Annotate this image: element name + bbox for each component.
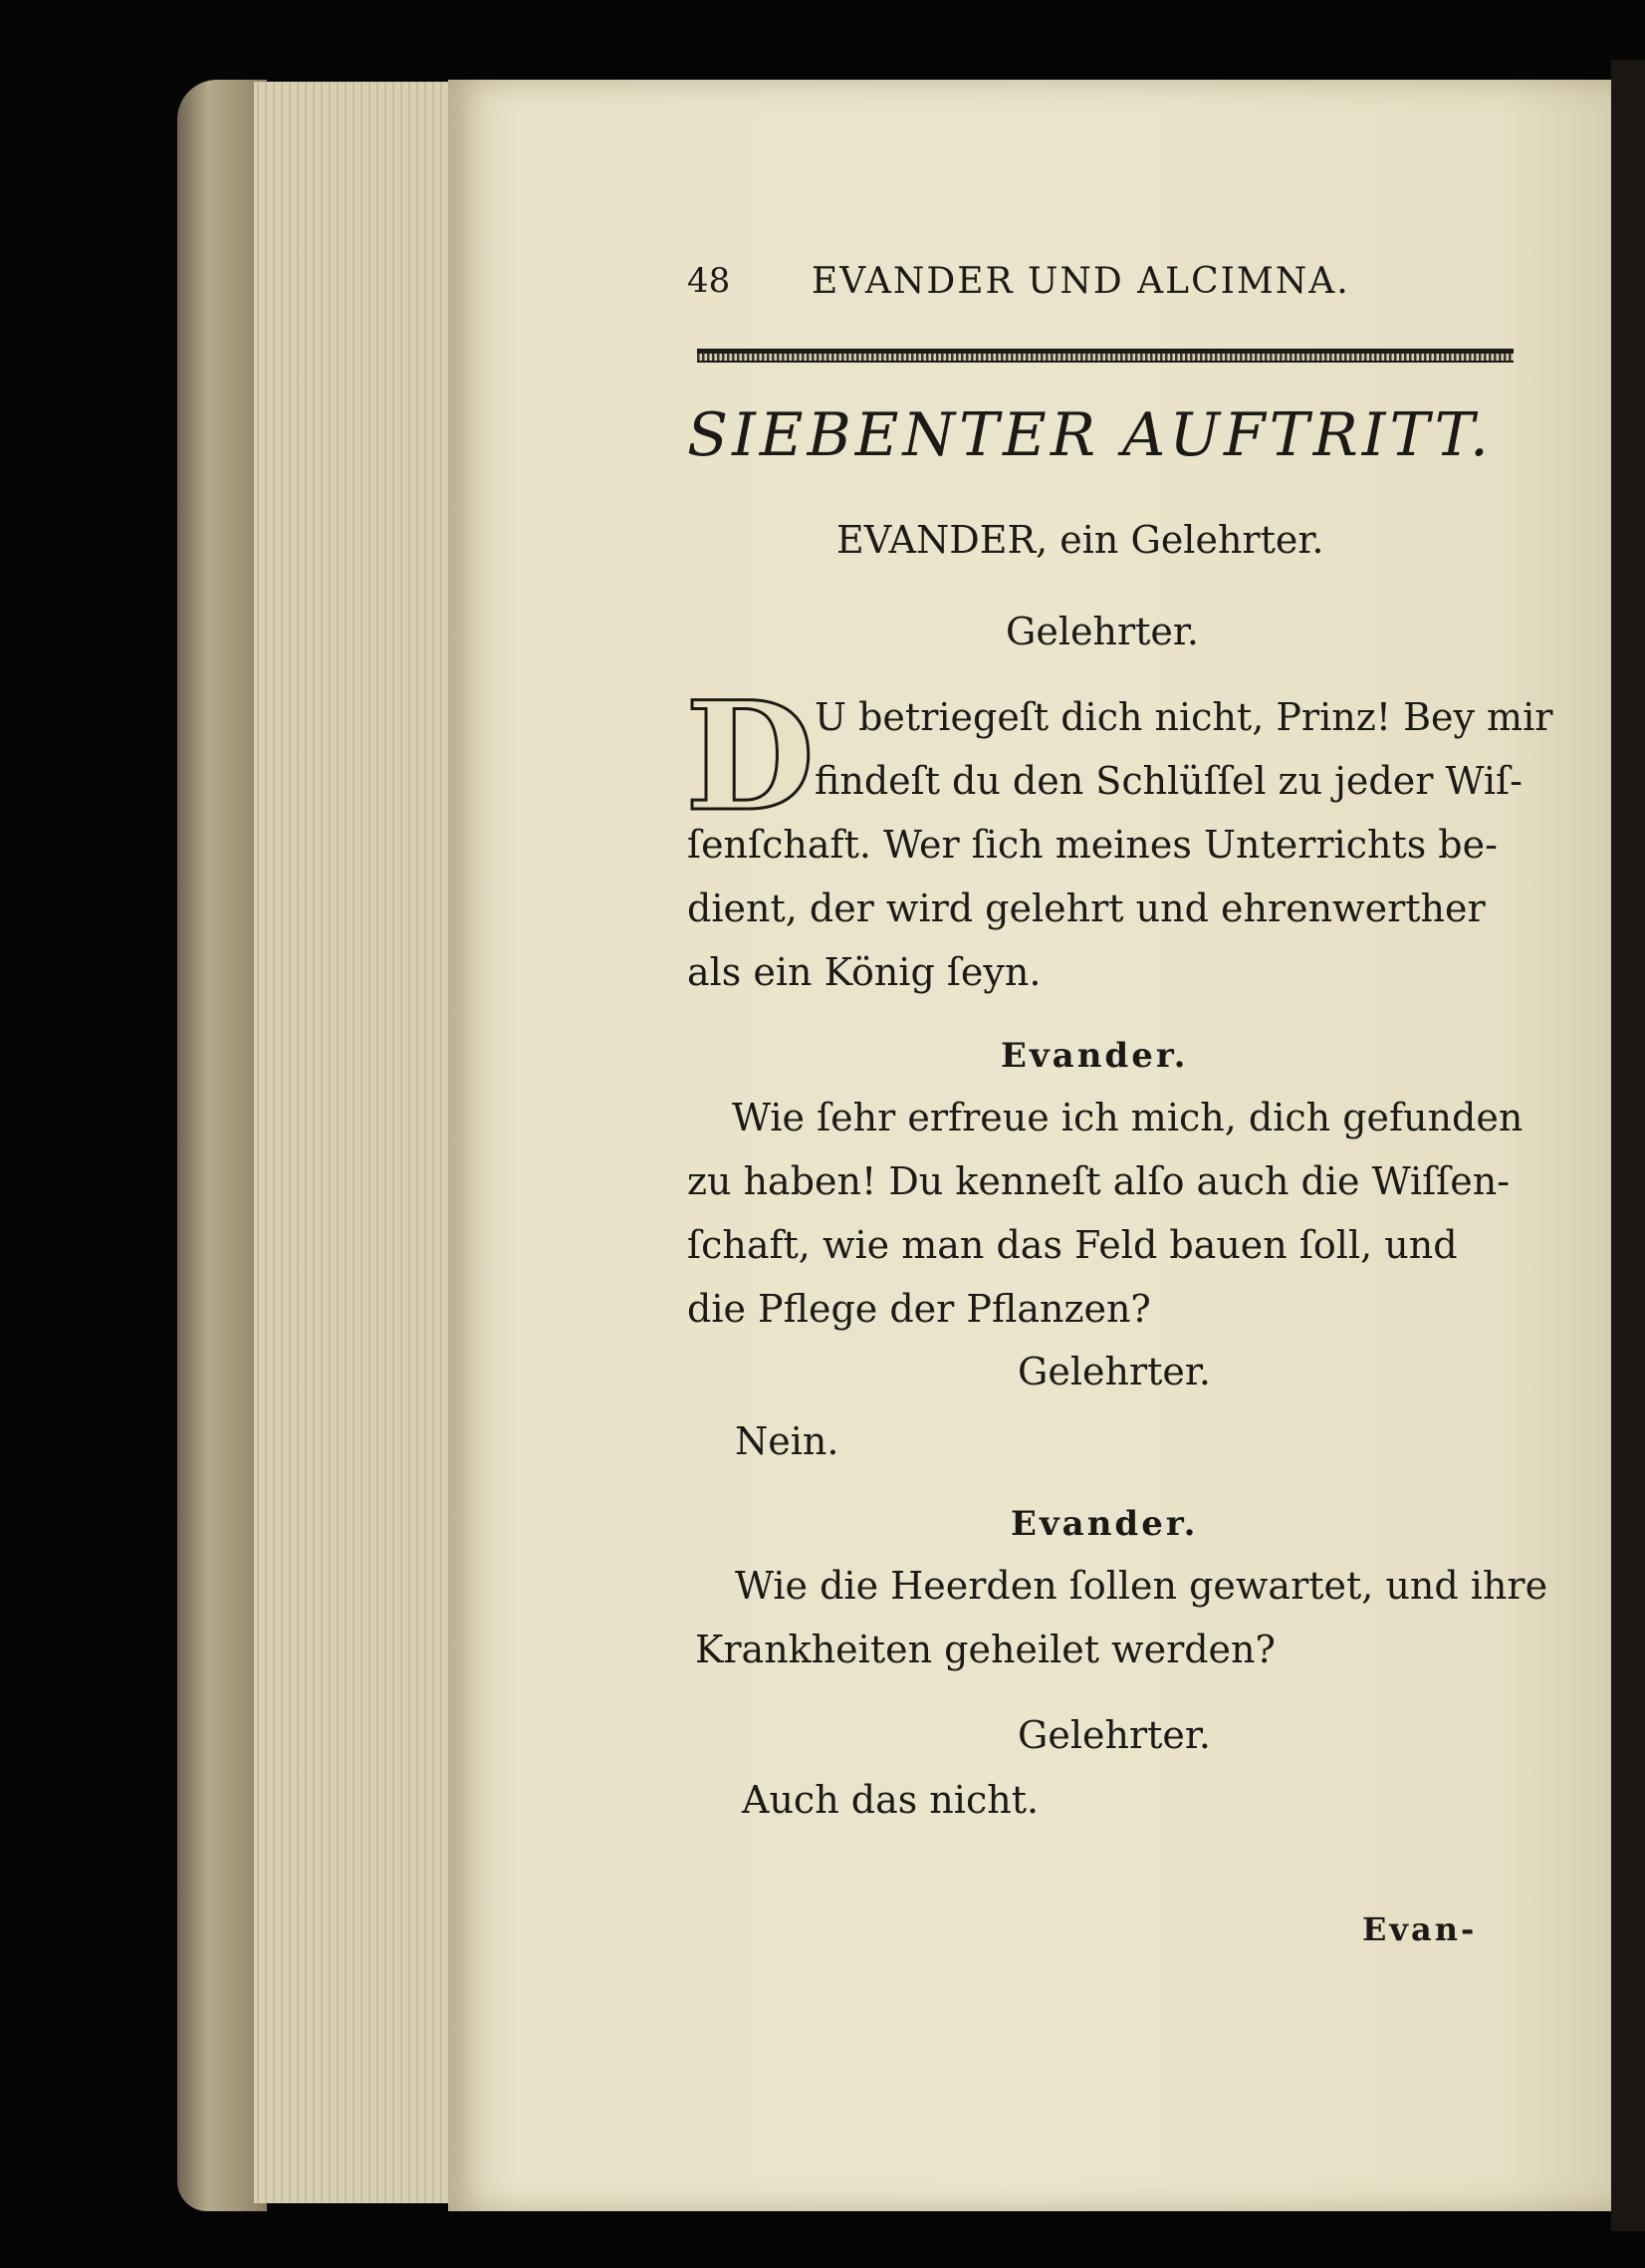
text-line: Nein. bbox=[735, 1419, 839, 1463]
speaker-label: Evander. bbox=[1001, 1036, 1189, 1076]
header-rule bbox=[697, 349, 1514, 363]
text-line: ſenſchaft. Wer ſich meines Unterrichts be- bbox=[687, 823, 1498, 867]
speaker-label: Evander. bbox=[1011, 1504, 1199, 1544]
scene-characters: EVANDER, ein Gelehrter. bbox=[836, 518, 1324, 562]
text-line: Wie ſehr erfreue ich mich, dich gefunden bbox=[732, 1096, 1524, 1139]
running-title: EVANDER UND ALCIMNA. bbox=[812, 261, 1350, 302]
speaker-label: Gelehrter. bbox=[1018, 1350, 1211, 1393]
page-gutter bbox=[1611, 60, 1645, 2231]
scene-title: SIEBENTER AUFTRITT. bbox=[687, 400, 1493, 470]
text-line: zu haben! Du kenneſt alſo auch die Wiſſen- bbox=[687, 1159, 1511, 1203]
text-line: ſchaft, wie man das Feld bauen ſoll, und bbox=[687, 1223, 1458, 1267]
page-number: 48 bbox=[687, 261, 731, 301]
text-line: Auch das nicht. bbox=[742, 1778, 1040, 1822]
speaker-label: Gelehrter. bbox=[1006, 610, 1199, 653]
text-line: die Pflege der Pflanzen? bbox=[687, 1287, 1151, 1331]
book-page bbox=[448, 80, 1618, 2211]
drop-cap: D bbox=[685, 669, 816, 845]
text-line: findeſt du den Schlüſſel zu jeder Wiſ- bbox=[815, 759, 1523, 803]
catchword: Evan- bbox=[1362, 1910, 1478, 1948]
page-stack-edges bbox=[254, 82, 453, 2203]
text-line: U betriegeſt dich nicht, Prinz! Bey mir bbox=[815, 695, 1553, 739]
text-line: als ein König ſeyn. bbox=[687, 950, 1042, 994]
text-line: Wie die Heerden ſollen gewartet, und ihre bbox=[735, 1564, 1548, 1608]
text-line: dient, der wird gelehrt und ehrenwerther bbox=[687, 886, 1486, 930]
speaker-label: Gelehrter. bbox=[1018, 1713, 1211, 1757]
text-line: Krankheiten geheilet werden? bbox=[695, 1628, 1276, 1671]
